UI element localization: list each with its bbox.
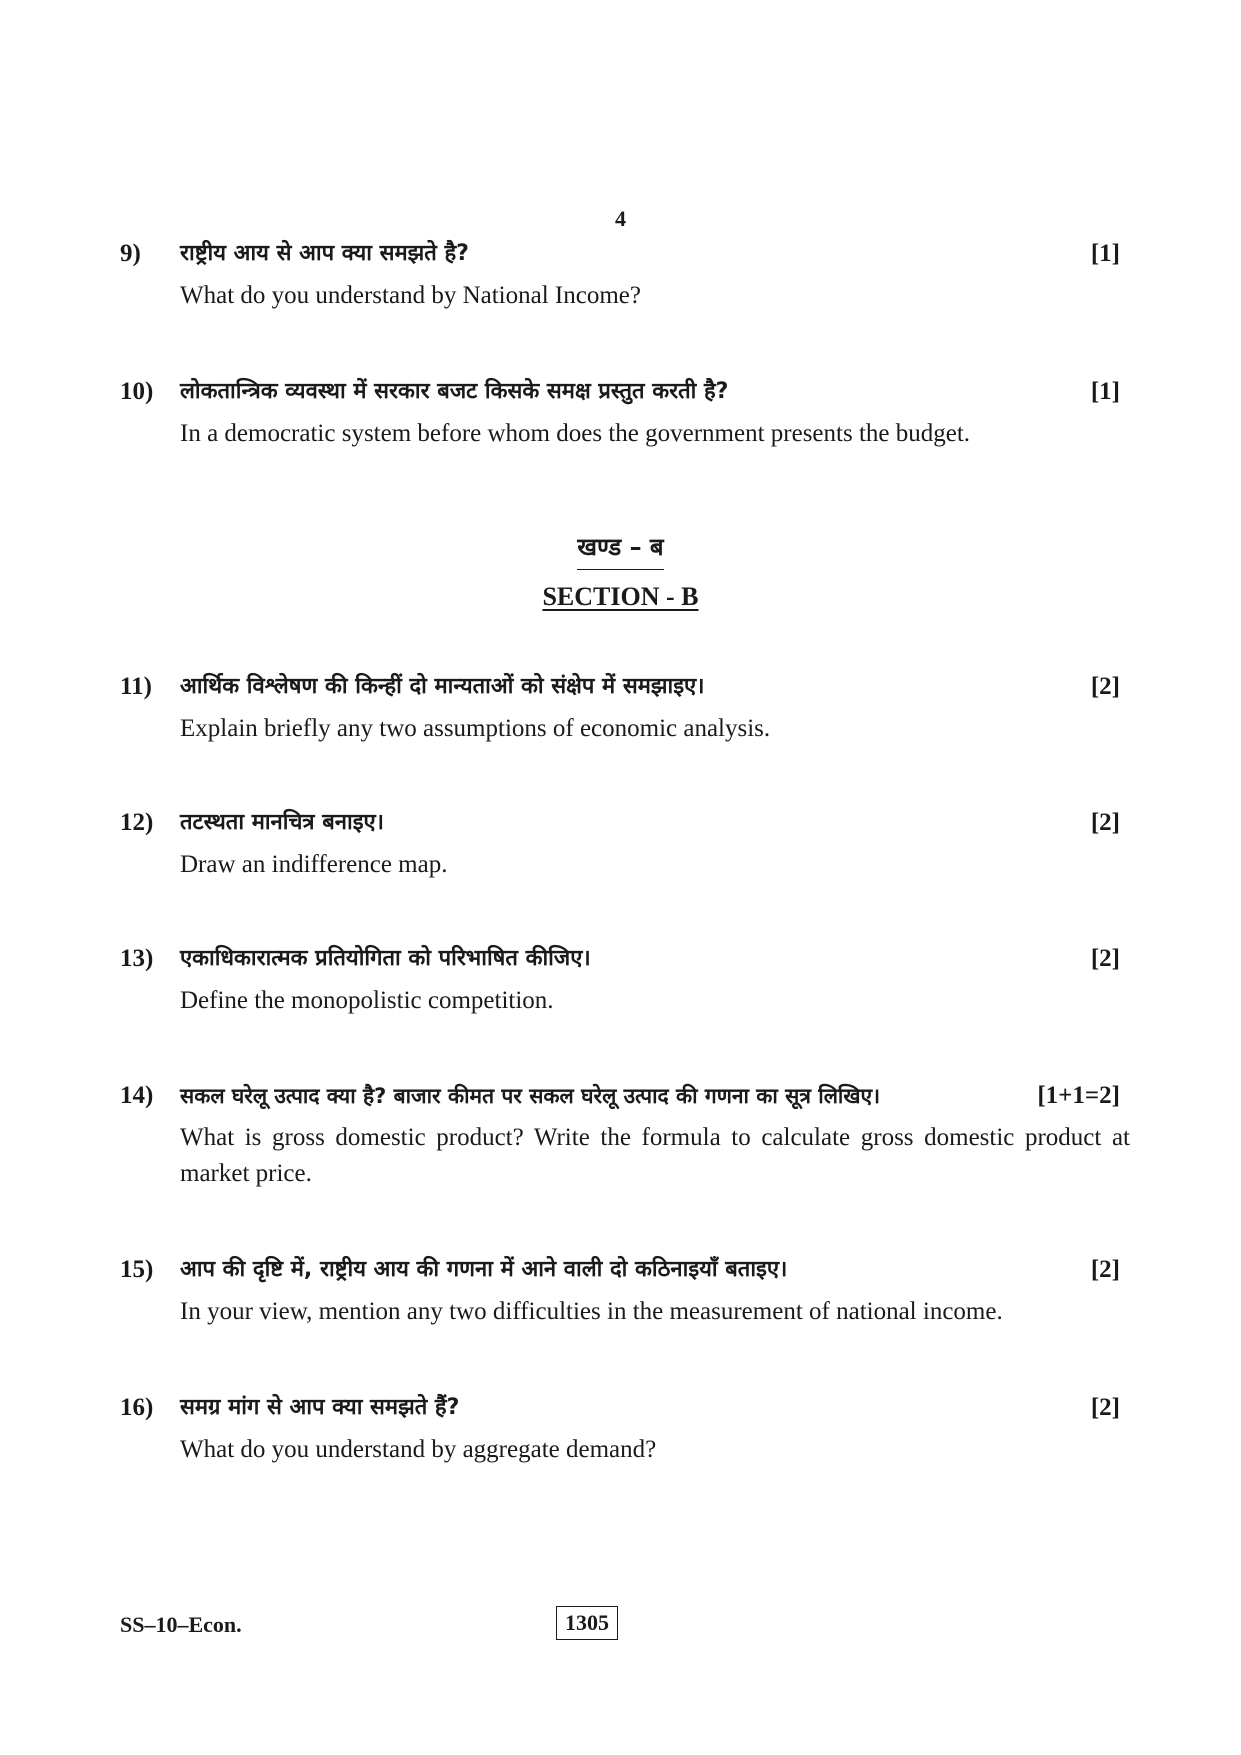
question-text-hindi: आप की दृष्टि में, राष्ट्रीय आय की गणना में आने वाली दो कठिनाइयाँ बताइए। (180, 1257, 788, 1282)
question-marks: [2] (1090, 945, 1120, 972)
question-number: 14) (120, 1082, 154, 1109)
paper-code: SS–10–Econ. (120, 1612, 242, 1637)
question-marks: [1] (1090, 240, 1120, 267)
page-number: 4 (615, 206, 626, 231)
question-text-hindi: लोकतान्त्रिक व्यवस्था में सरकार बजट किसके समक्ष प्रस्तुत करती है? (180, 379, 729, 404)
question-text-english: In your view, mention any two difficulties in the measurement of national income. (180, 1298, 1003, 1325)
question-text-english: What do you understand by National Income? (180, 282, 641, 309)
question-text-english: In a democratic system before whom does the government presents the budget. (180, 420, 971, 447)
question-marks: [2] (1090, 1256, 1120, 1283)
question-text-hindi: आर्थिक विश्लेषण की किन्हीं दो मान्यताओं को संक्षेप में समझाइए। (180, 674, 705, 699)
question-text-hindi: तटस्थता मानचित्र बनाइए। (180, 810, 385, 835)
question-text-hindi: समग्र मांग से आप क्या समझते हैं? (180, 1395, 460, 1420)
question-text-english: Draw an indifference map. (180, 851, 448, 878)
question-text-hindi: राष्ट्रीय आय से आप क्या समझते है? (180, 241, 469, 266)
question-number: 10) (120, 378, 154, 405)
question-16 (120, 1388, 1130, 1468)
question-15 (120, 1250, 1130, 1330)
question-12 (120, 803, 1130, 883)
section-heading-english: SECTION - B (542, 582, 699, 611)
question-marks: [2] (1090, 1394, 1120, 1421)
question-number: 9) (120, 240, 141, 267)
question-marks: [1] (1090, 378, 1120, 405)
question-marks: [2] (1090, 809, 1120, 836)
question-10 (120, 372, 1130, 452)
question-text-english: What is gross domestic product? Write the formula to calculate gross domestic product at market price. (180, 1124, 1130, 1187)
paper-number-box: 1305 (556, 1606, 618, 1640)
question-text-hindi: एकाधिकारात्मक प्रतियोगिता को परिभाषित कीजिए। (180, 946, 591, 971)
question-text-english: What do you understand by aggregate demand? (180, 1436, 657, 1463)
question-marks: [1+1=2] (1037, 1082, 1120, 1109)
question-number: 15) (120, 1256, 154, 1283)
question-marks: [2] (1090, 673, 1120, 700)
question-9 (120, 234, 1130, 314)
question-number: 12) (120, 809, 154, 836)
question-number: 11) (120, 673, 152, 700)
question-number: 13) (120, 945, 154, 972)
question-text-english: Define the monopolistic competition. (180, 987, 554, 1014)
question-14 (120, 1076, 1130, 1192)
section-heading-hindi: खण्ड – ब (0, 530, 1241, 570)
question-11 (120, 667, 1130, 747)
question-number: 16) (120, 1394, 154, 1421)
question-13 (120, 939, 1130, 1019)
question-text-english: Explain briefly any two assumptions of economic analysis. (180, 715, 771, 742)
question-text-hindi: सकल घरेलू उत्पाद क्या है? बाजार कीमत पर सकल घरेलू उत्पाद की गणना का सूत्र लिखिए। (180, 1084, 881, 1108)
